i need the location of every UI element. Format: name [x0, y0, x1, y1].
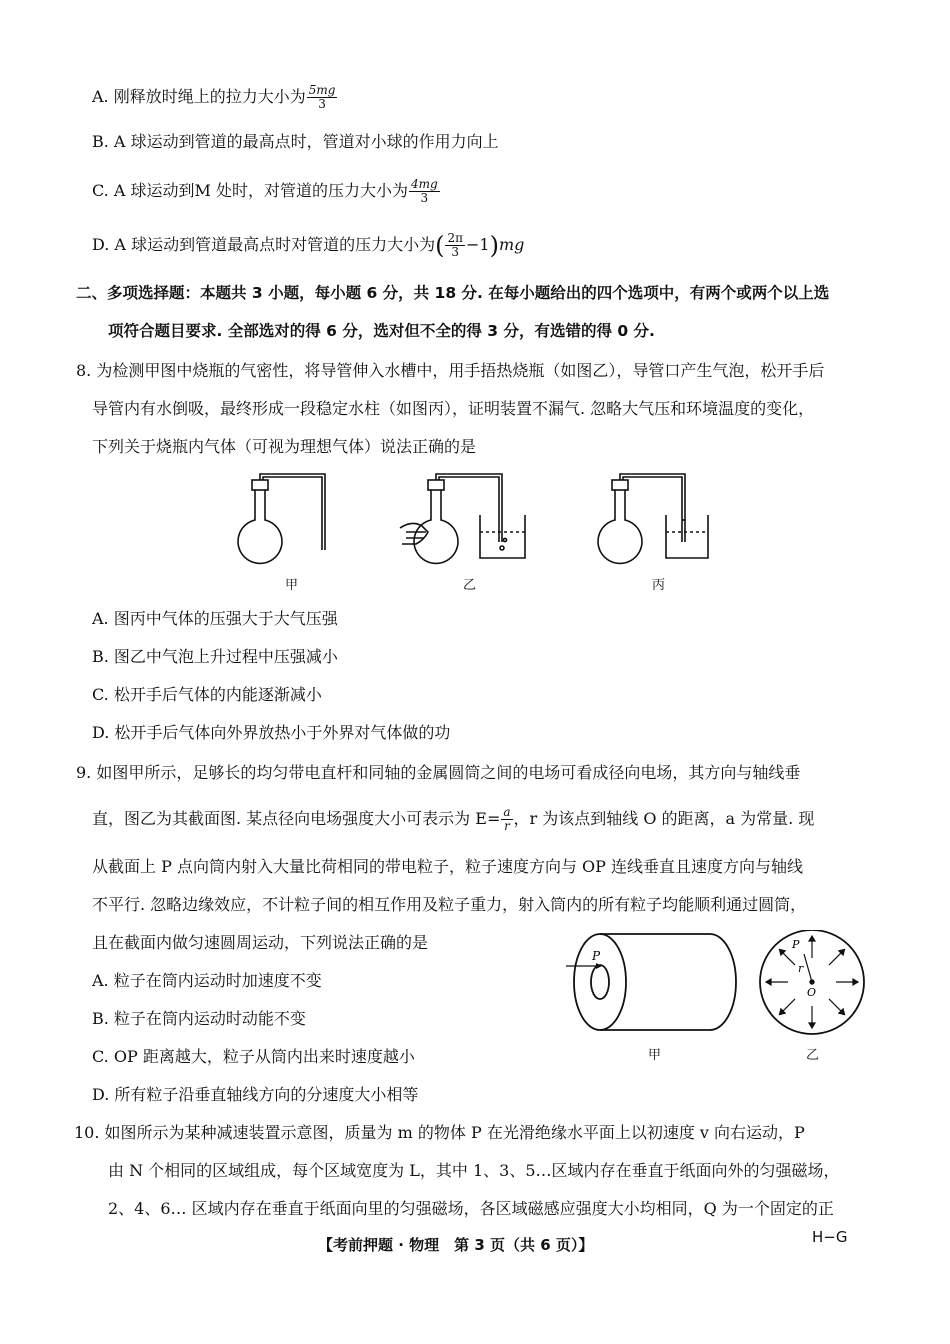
- q8-fig-label-yi: 乙: [463, 578, 477, 593]
- q9-option-d: D. 所有粒子沿垂直轴线方向的分速度大小相等: [92, 1085, 419, 1104]
- q9-option-b: B. 粒子在筒内运动时动能不变: [92, 1009, 306, 1028]
- field-arrowhead: [853, 979, 858, 985]
- q7-option-a-text: A. 刚释放时绳上的拉力大小为: [92, 87, 306, 106]
- q8-stem-line3: 下列关于烧瓶内气体（可视为理想气体）说法正确的是: [92, 437, 477, 456]
- fig-letter-p-section: P: [792, 938, 800, 951]
- q7-option-d-fraction: [445, 232, 465, 259]
- paren-right: ): [489, 231, 499, 260]
- q8-option-c: C. 松开手后气体的内能逐渐减小: [92, 685, 322, 704]
- q9-line2-prefix: 直，图乙为其截面图. 某点径向电场强度大小可表示为 E=: [92, 809, 501, 828]
- frac-denominator: 3: [451, 245, 460, 259]
- q9-fig-label-jia: 甲: [648, 1048, 662, 1063]
- q10-stem-line1: 10. 如图所示为某种减速装置示意图，质量为 m 的物体 P 在光滑绝缘水平面上以初速度 v 向右运动，P: [74, 1123, 805, 1142]
- frac-numerator: 4mg: [410, 177, 438, 191]
- q8-option-b: B. 图乙中气泡上升过程中压强减小: [92, 647, 338, 666]
- frac-denominator: r: [504, 819, 510, 833]
- q7-option-c-fraction: [409, 178, 440, 205]
- beaker: [666, 515, 708, 558]
- q9-e-fraction: [501, 806, 512, 833]
- q9-cylinder-figure: [560, 930, 880, 1040]
- frac-denominator: 3: [318, 97, 326, 111]
- radius-line: [804, 954, 812, 982]
- bubble: [500, 546, 504, 550]
- q9-stem-line4: 不平行. 忽略边缘效应，不计粒子间的相互作用及粒子重力，射入筒内的所有粒子均能顺利通过圆筒，: [92, 895, 807, 914]
- q7-option-a-fraction: [307, 84, 338, 111]
- q9-line2-suffix: ，r 为该点到轴线 O 的距离，a 为常量. 现: [513, 809, 815, 828]
- q8-option-d: D. 松开手后气体向外界放热小于外界对气体做的功: [92, 723, 451, 742]
- q8-fig-label-jia: 甲: [285, 578, 299, 593]
- q7-option-a: [92, 84, 338, 111]
- section2-header-line2: 项符合题目要求. 全部选对的得 6 分，选对但不全的得 3 分，有选错的得 0 分.: [108, 322, 655, 340]
- field-arrowhead: [809, 936, 815, 941]
- cylinder-inner-hole: [591, 965, 609, 999]
- stopper: [428, 480, 444, 490]
- arrow-head: [596, 963, 602, 969]
- q8-option-a: A. 图丙中气体的压强大于大气压强: [92, 609, 338, 628]
- q9-stem-line1: 9. 如图甲所示，足够长的均匀带电直杆和同轴的金属圆筒之间的电场可看成径向电场，其方向与轴线垂: [76, 763, 801, 782]
- q7-option-d-minus-one: −1: [465, 235, 490, 254]
- flask-body: [414, 490, 458, 563]
- flask-jia: [238, 474, 325, 563]
- q8-apparatus-figure: [230, 470, 710, 590]
- tube: [260, 474, 325, 550]
- section2-header-line1: 二、多项选择题：本题共 3 小题，每小题 6 分，共 18 分. 在每小题给出的四个选项中，有两个或两个以上选: [76, 284, 830, 302]
- q10-stem-line2: 由 N 个相同的区域组成，每个区域宽度为 L，其中 1、3、5…区域内存在垂直于纸面向外的匀强磁场，: [108, 1161, 840, 1180]
- cylinder-body: [600, 934, 736, 1030]
- stopper: [252, 480, 268, 490]
- paren-left: (: [435, 231, 445, 260]
- flask-body: [238, 490, 282, 563]
- q7-option-c-text: C. A 球运动到M 处时，对管道的压力大小为: [92, 181, 408, 200]
- q8-stem-line1: 8. 为检测甲图中烧瓶的气密性，将导管伸入水槽中，用手捂热烧瓶（如图乙），导管口产生气泡，松开手后: [76, 361, 825, 380]
- tube-inner: [439, 477, 499, 542]
- bubble: [503, 538, 506, 541]
- q9-option-c: C. OP 距离越大，粒子从筒内出来时速度越小: [92, 1047, 415, 1066]
- q7-option-d-mg: mg: [498, 235, 525, 254]
- flask-bing: [598, 474, 708, 563]
- q7-option-c: [92, 178, 441, 205]
- tube-inner: [263, 477, 322, 550]
- frac-numerator: 2π: [447, 231, 463, 245]
- fig-letter-p: P: [592, 949, 601, 963]
- stopper: [612, 480, 628, 490]
- fig-letter-o: O: [807, 986, 817, 999]
- frac-numerator: a: [503, 805, 511, 819]
- frac-numerator: 5mg: [308, 83, 336, 97]
- q7-option-b: B. A 球运动到管道的最高点时，管道对小球的作用力向上: [92, 132, 499, 151]
- tube: [620, 474, 685, 542]
- field-arrowhead: [809, 1023, 815, 1028]
- q9-fig-label-yi: 乙: [806, 1048, 820, 1063]
- q9-stem-line3: 从截面上 P 点向筒内射入大量比荷相同的带电粒子，粒子速度方向与 OP 连线垂直且速度方向与轴线: [92, 857, 803, 876]
- q8-stem-line2: 导管内有水倒吸，最终形成一段稳定水柱（如图丙），证明装置不漏气. 忽略大气压和环境温度的变化，: [92, 399, 815, 418]
- field-arrowhead: [766, 979, 771, 985]
- q7-option-d: [92, 232, 524, 259]
- paper-code: H−G: [812, 1228, 848, 1246]
- q8-fig-label-bing: 丙: [652, 578, 666, 593]
- q10-stem-line3: 2、4、6… 区域内存在垂直于纸面向里的匀强磁场，各区域磁感应强度大小均相同，Q 为一个固定的正: [108, 1199, 834, 1218]
- flask-body: [598, 490, 642, 563]
- q9-stem-line2: [92, 806, 814, 833]
- fig-letter-r: r: [798, 962, 804, 975]
- q9-stem-line5: 且在截面内做匀速圆周运动，下列说法正确的是: [92, 933, 429, 952]
- q9-option-a: A. 粒子在筒内运动时加速度不变: [92, 971, 322, 990]
- q7-option-d-text: D. A 球运动到管道最高点时对管道的压力大小为: [92, 235, 436, 254]
- flask-yi: [400, 474, 525, 563]
- frac-denominator: 3: [420, 191, 429, 205]
- page-footer: 【考前押题 · 物理 第 3 页（共 6 页）】: [318, 1236, 594, 1254]
